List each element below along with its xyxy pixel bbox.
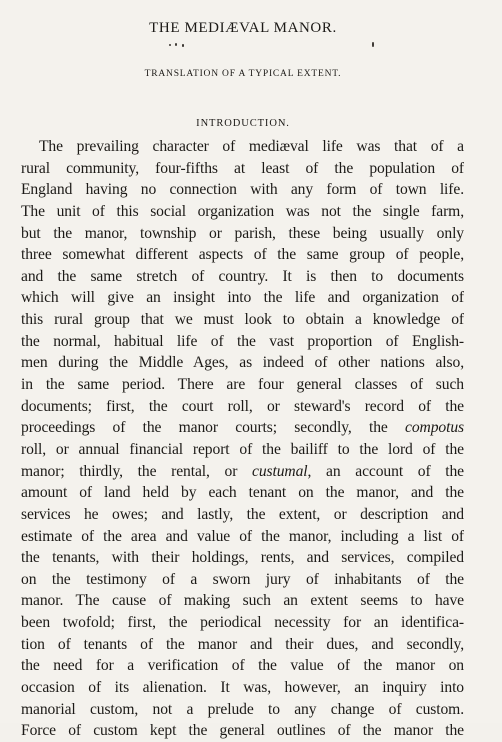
text-line: the tenants, with their holdings, rents, and services, compiled bbox=[21, 549, 464, 567]
body-paragraph bbox=[21, 136, 464, 742]
ink-speck bbox=[175, 43, 177, 46]
text-line: which will give an insight into the life and organization of bbox=[21, 289, 464, 307]
text-line: manor; thirdly, the rental, or custumal, an account of the bbox=[21, 462, 464, 480]
text-line: proceedings of the manor courts; secondly, the compotus bbox=[21, 419, 464, 437]
ink-speck bbox=[169, 44, 171, 46]
text-line: Force of custom kept the general outlines of the manor the bbox=[21, 722, 464, 740]
text-line: on the testimony of a sworn jury of inhabitants of the bbox=[21, 570, 464, 588]
section-subtitle: TRANSLATION OF A TYPICAL EXTENT. bbox=[144, 69, 342, 79]
text-line: documents; first, the court roll, or steward's record of the bbox=[21, 397, 464, 415]
text-line: services he owes; and lastly, the extent, or description and bbox=[21, 505, 464, 523]
text-line: three somewhat different aspects of the same group of people, bbox=[21, 246, 464, 264]
italic-term: compotus bbox=[405, 419, 464, 437]
text-line: the need for a verification of the value of the manor on bbox=[21, 657, 464, 675]
text-line: been twofold; first, the periodical necessity for an identifica- bbox=[21, 614, 464, 632]
text-line: manor. The cause of making such an extent seems to have bbox=[21, 592, 464, 610]
text-line: in the same period. There are four general classes of such bbox=[21, 376, 464, 394]
text-line: England having no connection with any form of town life. bbox=[21, 181, 464, 199]
text-line: and the same stretch of country. It is then to documents bbox=[21, 267, 464, 285]
text-line: but the manor, township or parish, these being usually only bbox=[21, 224, 464, 242]
text-line: The unit of this social organization was not the single farm, bbox=[21, 202, 464, 220]
text-line: manorial custom, not a prelude to any change of custom. bbox=[21, 700, 464, 718]
ink-speck bbox=[372, 42, 374, 47]
text-line: men during the Middle Ages, as indeed of other nations also, bbox=[21, 354, 464, 372]
text-line: estimate of the area and value of the manor, including a list of bbox=[21, 527, 464, 545]
text-line: the normal, habitual life of the vast proportion of English- bbox=[21, 332, 464, 350]
page-title: THE MEDIÆVAL MANOR. bbox=[149, 20, 337, 36]
text-line: The prevailing character of mediæval life was that of a bbox=[39, 138, 464, 155]
ink-speck bbox=[182, 44, 184, 47]
text-line: occasion of its alienation. It was, however, an inquiry into bbox=[21, 679, 464, 697]
text-line: this rural group that we must look to obtain a knowledge of bbox=[21, 311, 464, 329]
section-heading: INTRODUCTION. bbox=[196, 118, 290, 129]
text-line: roll, or annual financial report of the bailiff to the lord of the bbox=[21, 440, 464, 458]
italic-term: custumal bbox=[252, 462, 308, 480]
text-line: rural community, four-fifths at least of the population of bbox=[21, 159, 464, 177]
text-line: tion of tenants of the manor and their dues, and secondly, bbox=[21, 635, 464, 653]
text-line: amount of land held by each tenant on the manor, and the bbox=[21, 484, 464, 502]
